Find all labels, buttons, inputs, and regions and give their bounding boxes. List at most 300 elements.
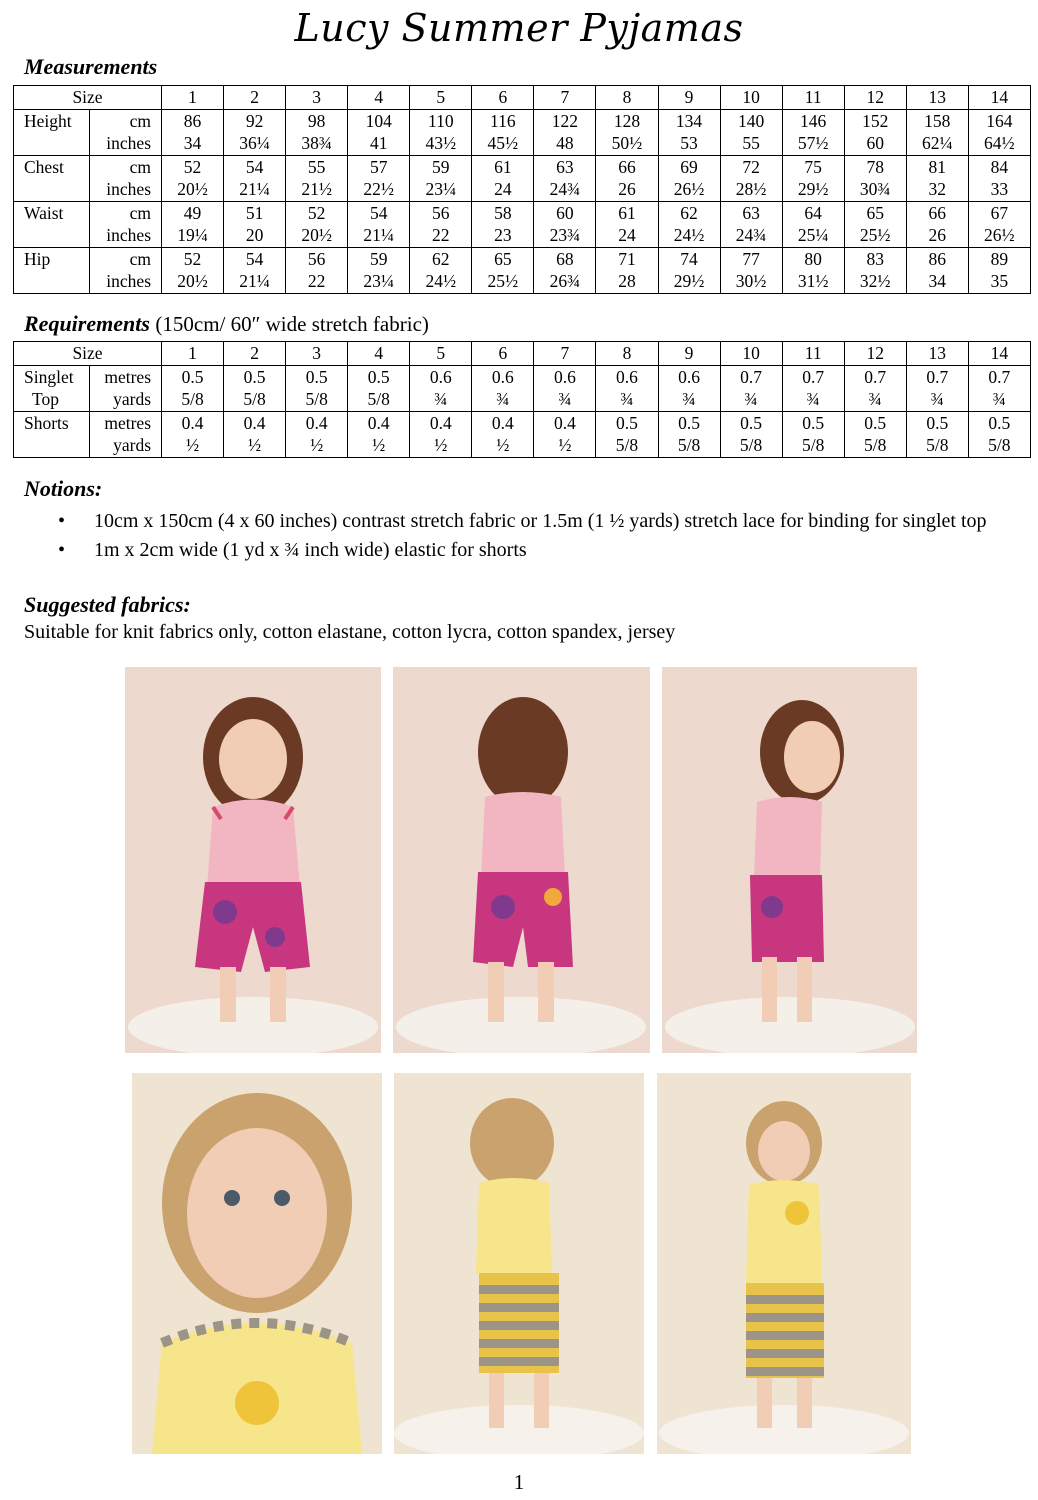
requirements-heading [24,311,429,337]
measurement-row [14,201,1031,247]
inch-value: 36¼ [239,133,270,153]
measurement-cell [410,155,472,201]
photo-yellow-back [394,1073,644,1454]
requirements-title: Requirements [24,311,150,336]
yards-value: ½ [558,435,572,455]
requirement-label-bottom [24,434,87,457]
cm-value: 56 [307,248,326,269]
metres-value: 0.6 [553,366,576,387]
requirement-cell [472,365,534,411]
cm-value: 64 [804,202,822,223]
inch-value: 30½ [735,271,767,291]
unit-cell [90,365,162,411]
cm-value: 52 [307,202,326,223]
measurement-row [14,109,1031,155]
inch-value: 21¼ [239,271,270,291]
yards-value: ¾ [744,389,758,409]
metres-value: 0.5 [988,412,1011,433]
cm-value: 104 [365,110,392,131]
cm-value: 92 [245,110,264,131]
metres-value: 0.5 [243,366,266,387]
size-column-header: 5 [410,342,472,366]
inch-value: 26 [928,225,947,245]
yards-value: 5/8 [367,389,390,409]
cm-value: 116 [490,110,516,131]
cm-value: 65 [866,202,884,223]
inch-value: 62¼ [921,133,953,153]
size-column-header: 12 [844,86,906,110]
yards-value: ½ [496,435,510,455]
size-column-header: 10 [720,342,782,366]
cm-value: 122 [551,110,579,131]
requirement-cell [162,411,224,457]
size-column-header: 6 [472,86,534,110]
cm-value: 78 [866,156,884,177]
yards-value: 5/8 [926,435,949,455]
metres-value: 0.5 [367,366,390,387]
requirement-cell [224,411,286,457]
yards-value: 5/8 [615,435,639,455]
measurement-cell [596,247,658,293]
measurement-cell [968,201,1030,247]
cm-value: 67 [990,202,1009,223]
yards-value: ¾ [868,389,882,409]
measurement-row [14,155,1031,201]
size-column-header: 3 [286,86,348,110]
inch-value: 24½ [673,225,705,245]
yards-value: 5/8 [181,389,204,409]
measurement-cell [782,109,844,155]
size-column-header: 4 [348,342,410,366]
requirement-cell [844,365,906,411]
cm-value: 49 [183,202,202,223]
size-column-header: 11 [782,342,844,366]
measurement-cell [410,109,472,155]
photo-pink-side [662,667,917,1053]
inch-value: 23¾ [549,225,581,245]
metres-value: 0.5 [678,412,700,433]
cm-value: 54 [245,248,264,269]
metres-value: 0.4 [553,412,576,433]
requirement-cell [658,411,720,457]
measurement-cell [410,247,472,293]
requirement-row [14,365,1031,411]
inch-value: 43½ [425,133,457,153]
requirement-label-bottom: Top [32,389,59,409]
inch-value: 34 [183,133,202,153]
measurement-cell [906,109,968,155]
requirement-label [14,411,90,457]
inch-value: 48 [556,133,574,153]
yards-value: 5/8 [801,435,825,455]
unit-label: metres [104,412,152,433]
unit-cell [90,411,162,457]
size-column-header: 14 [968,342,1030,366]
cm-value: 80 [804,248,822,269]
measurement-cell [968,155,1030,201]
unit-label: inches [106,133,152,153]
measurements-table [13,85,1031,294]
measurement-cell [224,247,286,293]
unit-label: cm [129,110,152,131]
yards-value: 5/8 [739,435,763,455]
yards-value: ¾ [992,389,1006,409]
metres-value: 0.5 [616,412,638,433]
inch-value: 29½ [797,179,829,199]
measurement-cell [782,247,844,293]
inch-value: 21½ [301,179,332,199]
measurement-cell [968,109,1030,155]
size-header: Size [14,342,162,366]
size-column-header: 8 [596,86,658,110]
size-column-header: 13 [906,342,968,366]
unit-label: metres [104,366,152,387]
inch-value: 24½ [425,271,457,291]
cm-value: 158 [924,110,951,131]
cm-value: 164 [986,110,1013,131]
inch-value: 22 [307,271,326,291]
requirement-cell [906,411,968,457]
measurement-cell [844,201,906,247]
requirement-cell [968,365,1030,411]
requirement-cell [596,365,658,411]
cm-value: 60 [556,202,574,223]
measurement-label: Waist [14,201,90,247]
notion-item [58,508,1018,535]
unit-label: inches [106,179,152,199]
cm-value: 52 [183,248,202,269]
requirement-cell [720,411,782,457]
inch-value: 50½ [611,133,643,153]
photo-yellow-closeup [132,1073,382,1454]
inch-value: 21¼ [363,225,395,245]
inch-value: 29½ [673,271,705,291]
yards-value: 5/8 [243,389,266,409]
inch-value: 24¾ [735,225,767,245]
notion-text: 1m x 2cm wide (1 yd x ¾ inch wide) elastic for shorts [94,539,527,561]
size-column-header: 10 [720,86,782,110]
measurement-cell [162,201,224,247]
inch-value: 26¾ [549,271,581,291]
inch-value: 25½ [859,225,891,245]
cm-value: 81 [928,156,947,177]
cm-value: 72 [742,156,760,177]
requirement-label-top: Singlet [24,366,74,387]
inch-value: 23¼ [425,179,457,199]
requirement-label-top: Shorts [24,412,69,433]
unit-label: inches [106,225,152,245]
cm-value: 51 [245,202,264,223]
yards-value: 5/8 [677,435,701,455]
inch-value: 53 [680,133,698,153]
requirement-cell [286,411,348,457]
unit-cell [90,247,162,293]
cm-value: 66 [618,156,636,177]
inch-value: 20½ [301,225,332,245]
notions-heading: Notions: [24,476,103,501]
yards-value: 5/8 [988,435,1011,455]
unit-cell [90,155,162,201]
requirement-cell [348,365,410,411]
metres-value: 0.6 [616,366,638,387]
size-column-header: 14 [968,86,1030,110]
requirement-cell [968,411,1030,457]
size-column-header: 7 [534,342,596,366]
unit-label: inches [106,271,152,291]
cm-value: 83 [866,248,884,269]
cm-value: 61 [494,156,512,177]
photo-yellow-front [657,1073,911,1454]
measurement-cell [658,109,720,155]
metres-value: 0.5 [305,366,328,387]
bullet-icon: • [58,539,66,561]
metres-value: 0.4 [491,412,514,433]
inch-value: 30¾ [859,179,891,199]
requirement-cell [534,411,596,457]
cm-value: 75 [804,156,822,177]
requirement-cell [410,365,472,411]
measurement-cell [844,155,906,201]
measurement-cell [162,247,224,293]
cm-value: 65 [494,248,512,269]
inch-value: 35 [990,271,1009,291]
measurement-cell [596,201,658,247]
size-column-header: 5 [410,86,472,110]
measurement-cell [658,201,720,247]
measurement-cell [534,247,596,293]
yards-value: ¾ [496,389,510,409]
measurement-cell [348,247,410,293]
cm-value: 62 [432,248,450,269]
cm-value: 59 [432,156,450,177]
inch-value: 20½ [177,179,208,199]
cm-value: 77 [742,248,760,269]
requirement-cell [596,411,658,457]
cm-value: 146 [800,110,827,131]
metres-value: 0.6 [429,366,452,387]
inch-value: 34 [928,271,947,291]
cm-value: 61 [618,202,636,223]
yards-value: ¾ [620,389,634,409]
inch-value: 32 [928,179,947,199]
yards-value: 5/8 [864,435,887,455]
metres-value: 0.4 [181,412,204,433]
yards-value: ¾ [558,389,572,409]
requirement-cell [348,411,410,457]
cm-value: 140 [737,110,765,131]
requirement-row [14,411,1031,457]
cm-value: 86 [183,110,202,131]
measurement-cell [720,201,782,247]
page-title: Lucy Summer Pyjamas [294,6,744,50]
notions-list [58,508,1018,566]
measurement-cell [286,201,348,247]
fabrics-heading: Suggested fabrics: [24,592,191,617]
requirements-subtitle: (150cm/ 60″ wide stretch fabric) [155,312,429,336]
inch-value: 57½ [797,133,829,153]
requirement-cell [224,365,286,411]
measurement-cell [906,155,968,201]
inch-value: 24 [618,225,636,245]
cm-value: 66 [928,202,947,223]
inch-value: 38¾ [301,133,332,153]
measurement-cell [968,247,1030,293]
measurement-cell [286,155,348,201]
cm-value: 54 [369,202,388,223]
cm-value: 110 [427,110,454,131]
metres-value: 0.6 [678,366,700,387]
inch-value: 31½ [797,271,829,291]
yards-value: ½ [310,435,324,455]
measurement-cell [782,201,844,247]
measurement-cell [286,109,348,155]
cm-value: 57 [369,156,388,177]
metres-value: 0.7 [988,366,1011,387]
requirement-label [14,365,90,411]
metres-value: 0.7 [864,366,887,387]
measurement-cell [658,247,720,293]
measurement-cell [162,155,224,201]
yards-value: 5/8 [305,389,328,409]
measurement-cell [224,109,286,155]
size-column-header: 9 [658,86,720,110]
requirement-cell [844,411,906,457]
measurement-cell [224,201,286,247]
cm-value: 128 [613,110,641,131]
inch-value: 25½ [487,271,519,291]
measurement-cell [844,109,906,155]
metres-value: 0.5 [802,412,825,433]
cm-value: 58 [494,202,512,223]
cm-value: 86 [928,248,947,269]
measurement-cell [472,109,534,155]
measurement-row [14,247,1031,293]
measurement-cell [162,109,224,155]
inch-value: 41 [369,133,388,153]
cm-value: 54 [245,156,264,177]
inch-value: 22½ [363,179,395,199]
inch-value: 24 [494,179,512,199]
photo-pink-back [393,667,650,1053]
size-column-header: 9 [658,342,720,366]
unit-label: cm [129,202,152,223]
bullet-icon: • [58,510,66,532]
size-column-header: 1 [162,342,224,366]
measurement-cell [534,201,596,247]
unit-cell [90,109,162,155]
size-column-header: 7 [534,86,596,110]
metres-value: 0.4 [429,412,452,433]
cm-value: 55 [307,156,326,177]
cm-value: 63 [742,202,760,223]
page-number: 1 [513,1470,525,1494]
cm-value: 89 [990,248,1009,269]
size-column-header: 6 [472,342,534,366]
measurement-cell [906,247,968,293]
measurement-cell [782,155,844,201]
yards-value: ½ [248,435,262,455]
size-column-header: 11 [782,86,844,110]
unit-cell [90,201,162,247]
cm-value: 63 [556,156,574,177]
size-column-header: 2 [224,86,286,110]
notion-text: 10cm x 150cm (4 x 60 inches) contrast stretch fabric or 1.5m (1 ½ yards) stretch lace for binding for singlet top [94,510,987,532]
inch-value: 26½ [984,225,1015,245]
metres-value: 0.4 [305,412,328,433]
yards-value: ½ [434,435,448,455]
inch-value: 45½ [487,133,519,153]
inch-value: 20½ [177,271,208,291]
measurement-cell [472,201,534,247]
requirement-cell [410,411,472,457]
inch-value: 55 [742,133,760,153]
metres-value: 0.4 [367,412,390,433]
measurements-heading: Measurements [24,54,158,79]
cm-value: 71 [618,248,636,269]
yards-value: ½ [372,435,386,455]
metres-value: 0.7 [802,366,825,387]
requirement-cell [658,365,720,411]
cm-value: 56 [432,202,450,223]
requirement-cell [162,365,224,411]
metres-value: 0.5 [740,412,763,433]
metres-value: 0.5 [181,366,204,387]
yards-value: ¾ [930,389,944,409]
measurement-label: Hip [14,247,90,293]
inch-value: 24¾ [549,179,581,199]
yards-value: ¾ [682,389,696,409]
inch-value: 22 [432,225,450,245]
measurement-cell [596,155,658,201]
cm-value: 134 [675,110,703,131]
inch-value: 23 [494,225,512,245]
measurement-cell [720,247,782,293]
inch-value: 28 [618,271,636,291]
cm-value: 84 [990,156,1009,177]
requirement-cell [286,365,348,411]
inch-value: 25¼ [797,225,829,245]
measurement-label: Chest [14,155,90,201]
requirement-cell [906,365,968,411]
measurement-cell [720,155,782,201]
requirement-cell [534,365,596,411]
fabrics-text: Suitable for knit fabrics only, cotton elastane, cotton lycra, cotton spandex, jersey [24,621,676,643]
size-column-header: 8 [596,342,658,366]
inch-value: 33 [990,179,1009,199]
size-column-header: 1 [162,86,224,110]
unit-label: yards [113,435,152,455]
cm-value: 69 [680,156,698,177]
measurement-cell [844,247,906,293]
cm-value: 59 [369,248,388,269]
cm-value: 152 [862,110,889,131]
inch-value: 20 [245,225,264,245]
size-column-header: 3 [286,342,348,366]
inch-value: 21¼ [239,179,270,199]
measurement-label: Height [14,109,90,155]
unit-label: cm [129,248,152,269]
measurement-cell [472,247,534,293]
inch-value: 32½ [859,271,891,291]
measurement-cell [534,109,596,155]
metres-value: 0.7 [740,366,763,387]
metres-value: 0.6 [491,366,514,387]
measurement-cell [348,201,410,247]
unit-label: cm [129,156,152,177]
measurement-cell [348,109,410,155]
metres-value: 0.4 [243,412,266,433]
size-column-header: 12 [844,342,906,366]
